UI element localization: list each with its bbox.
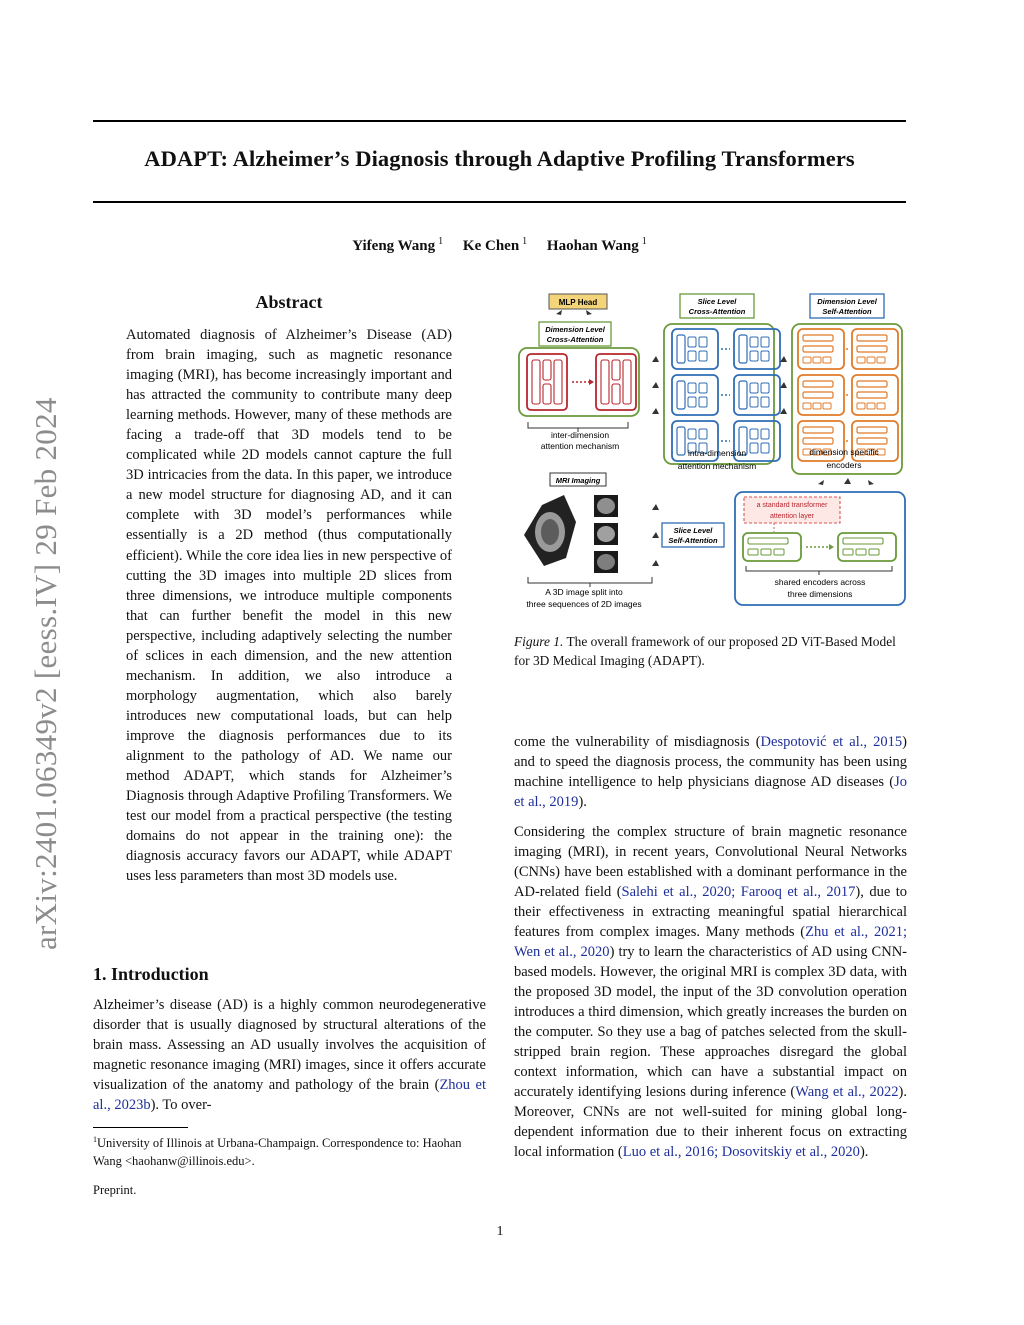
author-affiliation-mark: 1 [641,236,647,247]
inter-dimension-label: attention mechanism [540,441,620,451]
orange-dotted-arrow [846,349,850,441]
introduction-paragraph-continued [514,732,907,812]
blue-dotted-arrow [721,349,730,441]
orange-encoder [852,375,898,415]
green-encoder [838,533,896,561]
blue-encoder [734,375,780,415]
blue-encoder [672,329,718,369]
footnote-text: University of Illinois at Urbana-Champaign. Correspondence to: Haohan Wang <haohanw@illinois.edu>. [93,1136,462,1169]
arrow-icon [829,544,834,550]
arrow-icon [652,356,659,414]
dimension-specific-label: dimension specific [809,447,879,457]
author-name: Yifeng Wang [352,238,436,254]
caption-text: The overall framework of our proposed 2D ViT-Based Model for 3D Medical Imaging (ADAPT). [514,634,896,668]
bracket-icon [746,566,892,575]
red-encoder-block [623,360,631,404]
red-encoder-block [554,360,562,404]
slice-cross-attention-label: Cross-Attention [688,307,746,316]
slice-self-attention-label: Self-Attention [668,536,718,545]
image-split-label: three sequences of 2D images [526,599,642,609]
arxiv-identifier-watermark: arXiv:2401.06349v2 [eess.IV] 29 Feb 2024 [28,397,63,950]
red-encoder-block [532,360,540,404]
standard-attention-layer-label: attention layer [770,513,814,520]
blue-encoder [734,329,780,369]
inter-dimension-label: inter-dimension [550,430,610,440]
citation-link[interactable]: Despotović et al., 2015 [760,734,903,750]
bracket-icon [528,577,652,587]
introduction-paragraph [93,995,486,1115]
dimension-cross-attention-label: Dimension Level [545,325,605,334]
intra-dimension-label: attention mechanism [677,461,757,471]
slice-cross-attention-label: Slice Level [697,297,737,306]
affiliation-footnote [93,1131,486,1170]
red-encoder-left [527,354,567,410]
citation-link[interactable]: Luo et al., 2016; Dosovitskiy et al., 2020 [622,1144,860,1160]
red-encoder-right [596,354,636,410]
citation-link[interactable]: Jo et al., 2019 [514,774,907,810]
paragraph-text: ), due to their effectiveness in extracting meaningful spatial hierarchical features from complex images. Many methods ( [514,884,907,940]
arrow-icon [652,504,659,566]
paragraph-text: Alzheimer’s disease (AD) is a highly common neurodegenerative disorder that is usually diagnosed by structural alterations of the brain mass. Assessing an AD usually involves the acquisition of magnetic resonance imaging (MRI) images, since it offers accurate visualization of the anatomy and pathology of the brain ( [93,997,486,1093]
introduction-paragraph [514,822,907,1162]
red-encoder-block [612,360,620,380]
paper-title: ADAPT: Alzheimer’s Diagnosis through Adaptive Profiling Transformers [144,146,855,171]
citation-link[interactable]: Wang et al., 2022 [795,1084,899,1100]
author-affiliation-mark: 1 [438,236,444,247]
author [547,238,647,254]
citation-link[interactable]: Zhu et al., 2021; Wen et al., 2020 [514,924,907,960]
author [463,238,527,254]
image-split-label: A 3D image split into [545,587,623,597]
dimension-self-attention-label: Dimension Level [817,297,877,306]
page-number: 1 [496,1224,504,1239]
shared-encoders-label: three dimensions [787,589,853,599]
orange-encoder [798,329,844,369]
inter-dimension-panel [519,348,639,416]
arrow-icon [589,379,594,385]
arrow-icon [818,478,874,485]
red-encoder-block [543,384,551,404]
author-affiliation-mark: 1 [522,236,528,247]
intra-dimension-label: intra-dimension [687,448,747,458]
orange-encoder [798,375,844,415]
author [352,238,443,254]
paragraph-text: ). [859,1144,869,1160]
slice-self-attention-label: Slice Level [673,526,713,535]
author-name: Haohan Wang [546,238,639,254]
framework-figure [514,290,907,615]
paragraph-text: ). [578,794,587,810]
preprint-label: Preprint. [93,1183,137,1197]
footnote-rule [93,1127,188,1128]
paragraph-text: ). To over- [150,1097,212,1113]
citation-link[interactable]: Salehi et al., 2020; Farooq et al., 2017 [621,884,856,900]
green-encoder [743,533,801,561]
shared-encoders-label: shared encoders across [774,577,866,587]
dimension-cross-attention-label: Cross-Attention [546,335,604,344]
mri-imaging-label: MRI Imaging [555,476,601,485]
paragraph-text: ) try to learn the characteristics of AD using CNN-based models. However, the original MRI is complex 3D data, with the proposed 3D model, the input of the 3D convolution operation introduces a third dimension, which greatly increases the burden on the computer. So they use a bag of patches selected from the skull-stripped brain region. These approaches disregard the global context information, which can have a substantial impact on accurately identifying lesions during inference ( [514,944,907,1100]
paragraph-text: Considering the complex structure of brain magnetic resonance imaging (MRI), in recent years, Convolutional Neural Networks (CNNs) have been established with a dominant performance in the AD-related field ( [514,824,907,900]
paragraph-text: ) and to speed the diagnosis process, the community has been using machine intelligence to help physicians diagnose AD diseases ( [514,734,908,790]
abstract-text: Automated diagnosis of Alzheimer’s Disease (AD) from brain imaging, such as magnetic resonance imaging (MRI), has become increasingly important and has attracted the community to contribute many deep learning methods. However, many of these methods are facing a trade-off that 3D models tend to be complicated while 2D models cannot capture the full 3D intricacies from the data. In this paper, we introduce a new model structure for diagnosing AD, and it can complete with 3D model’s performances while essentially is a 2D method (thus computationally efficient). While the core idea lies in new perspective of cutting the 3D images into multiple 2D slices from three dimensions, we introduce multiple components that can further benefit the model in this new perspective, including adaptively selecting the number of sclices in each dimension, and the new attention mechanism. In addition, we also introduce a morphology augmentation, which also barely introduces new computational loads, but can help improve the diagnosis performances due to its alignment to the pathology of AD. We name our method ADAPT, which stands for Alzheimer’s Diagnosis through Adaptive Profiling Transformers. We test our model from a practical perspective (the testing domains do not appear in the training one): the diagnosis accuracy favors our ADAPT, while ADAPT uses less parameters than most 3D models use. [126,327,452,885]
paragraph-text: ). Moreover, CNNs are not well-suited for mining global long-dependent information due to their inherent focus on extracting local information ( [514,1084,908,1160]
title-bottom-rule [93,201,906,203]
figure-caption [514,633,907,670]
dimension-self-attention-label: Self-Attention [822,307,872,316]
author-name: Ke Chen [462,238,520,254]
citation-link[interactable]: Zhou et al., 2023b [93,1077,486,1113]
blue-encoder [672,375,718,415]
footnote-mark: 1 [93,1135,97,1144]
brain-slice-thumbnails [594,495,618,573]
red-encoder-block [612,384,620,404]
abstract-heading: Abstract [255,292,323,312]
red-encoder-block [601,360,609,404]
paragraph-text: come the vulnerability of misdiagnosis ( [514,734,761,750]
mlp-head-label: MLP Head [558,298,598,307]
framework-diagram [514,290,907,615]
orange-encoder [852,329,898,369]
arrow-icon [780,356,787,414]
author-list [93,236,906,255]
brain-3d-icon [524,495,576,566]
top-rule [93,120,906,122]
red-encoder-block [543,360,551,380]
introduction-heading: 1. Introduction [93,964,209,984]
arrow-icon [556,310,592,315]
standard-attention-layer-label: a standard transformer [756,502,828,509]
figure-label: Figure 1. [514,634,564,649]
dimension-specific-label: encoders [826,460,862,470]
